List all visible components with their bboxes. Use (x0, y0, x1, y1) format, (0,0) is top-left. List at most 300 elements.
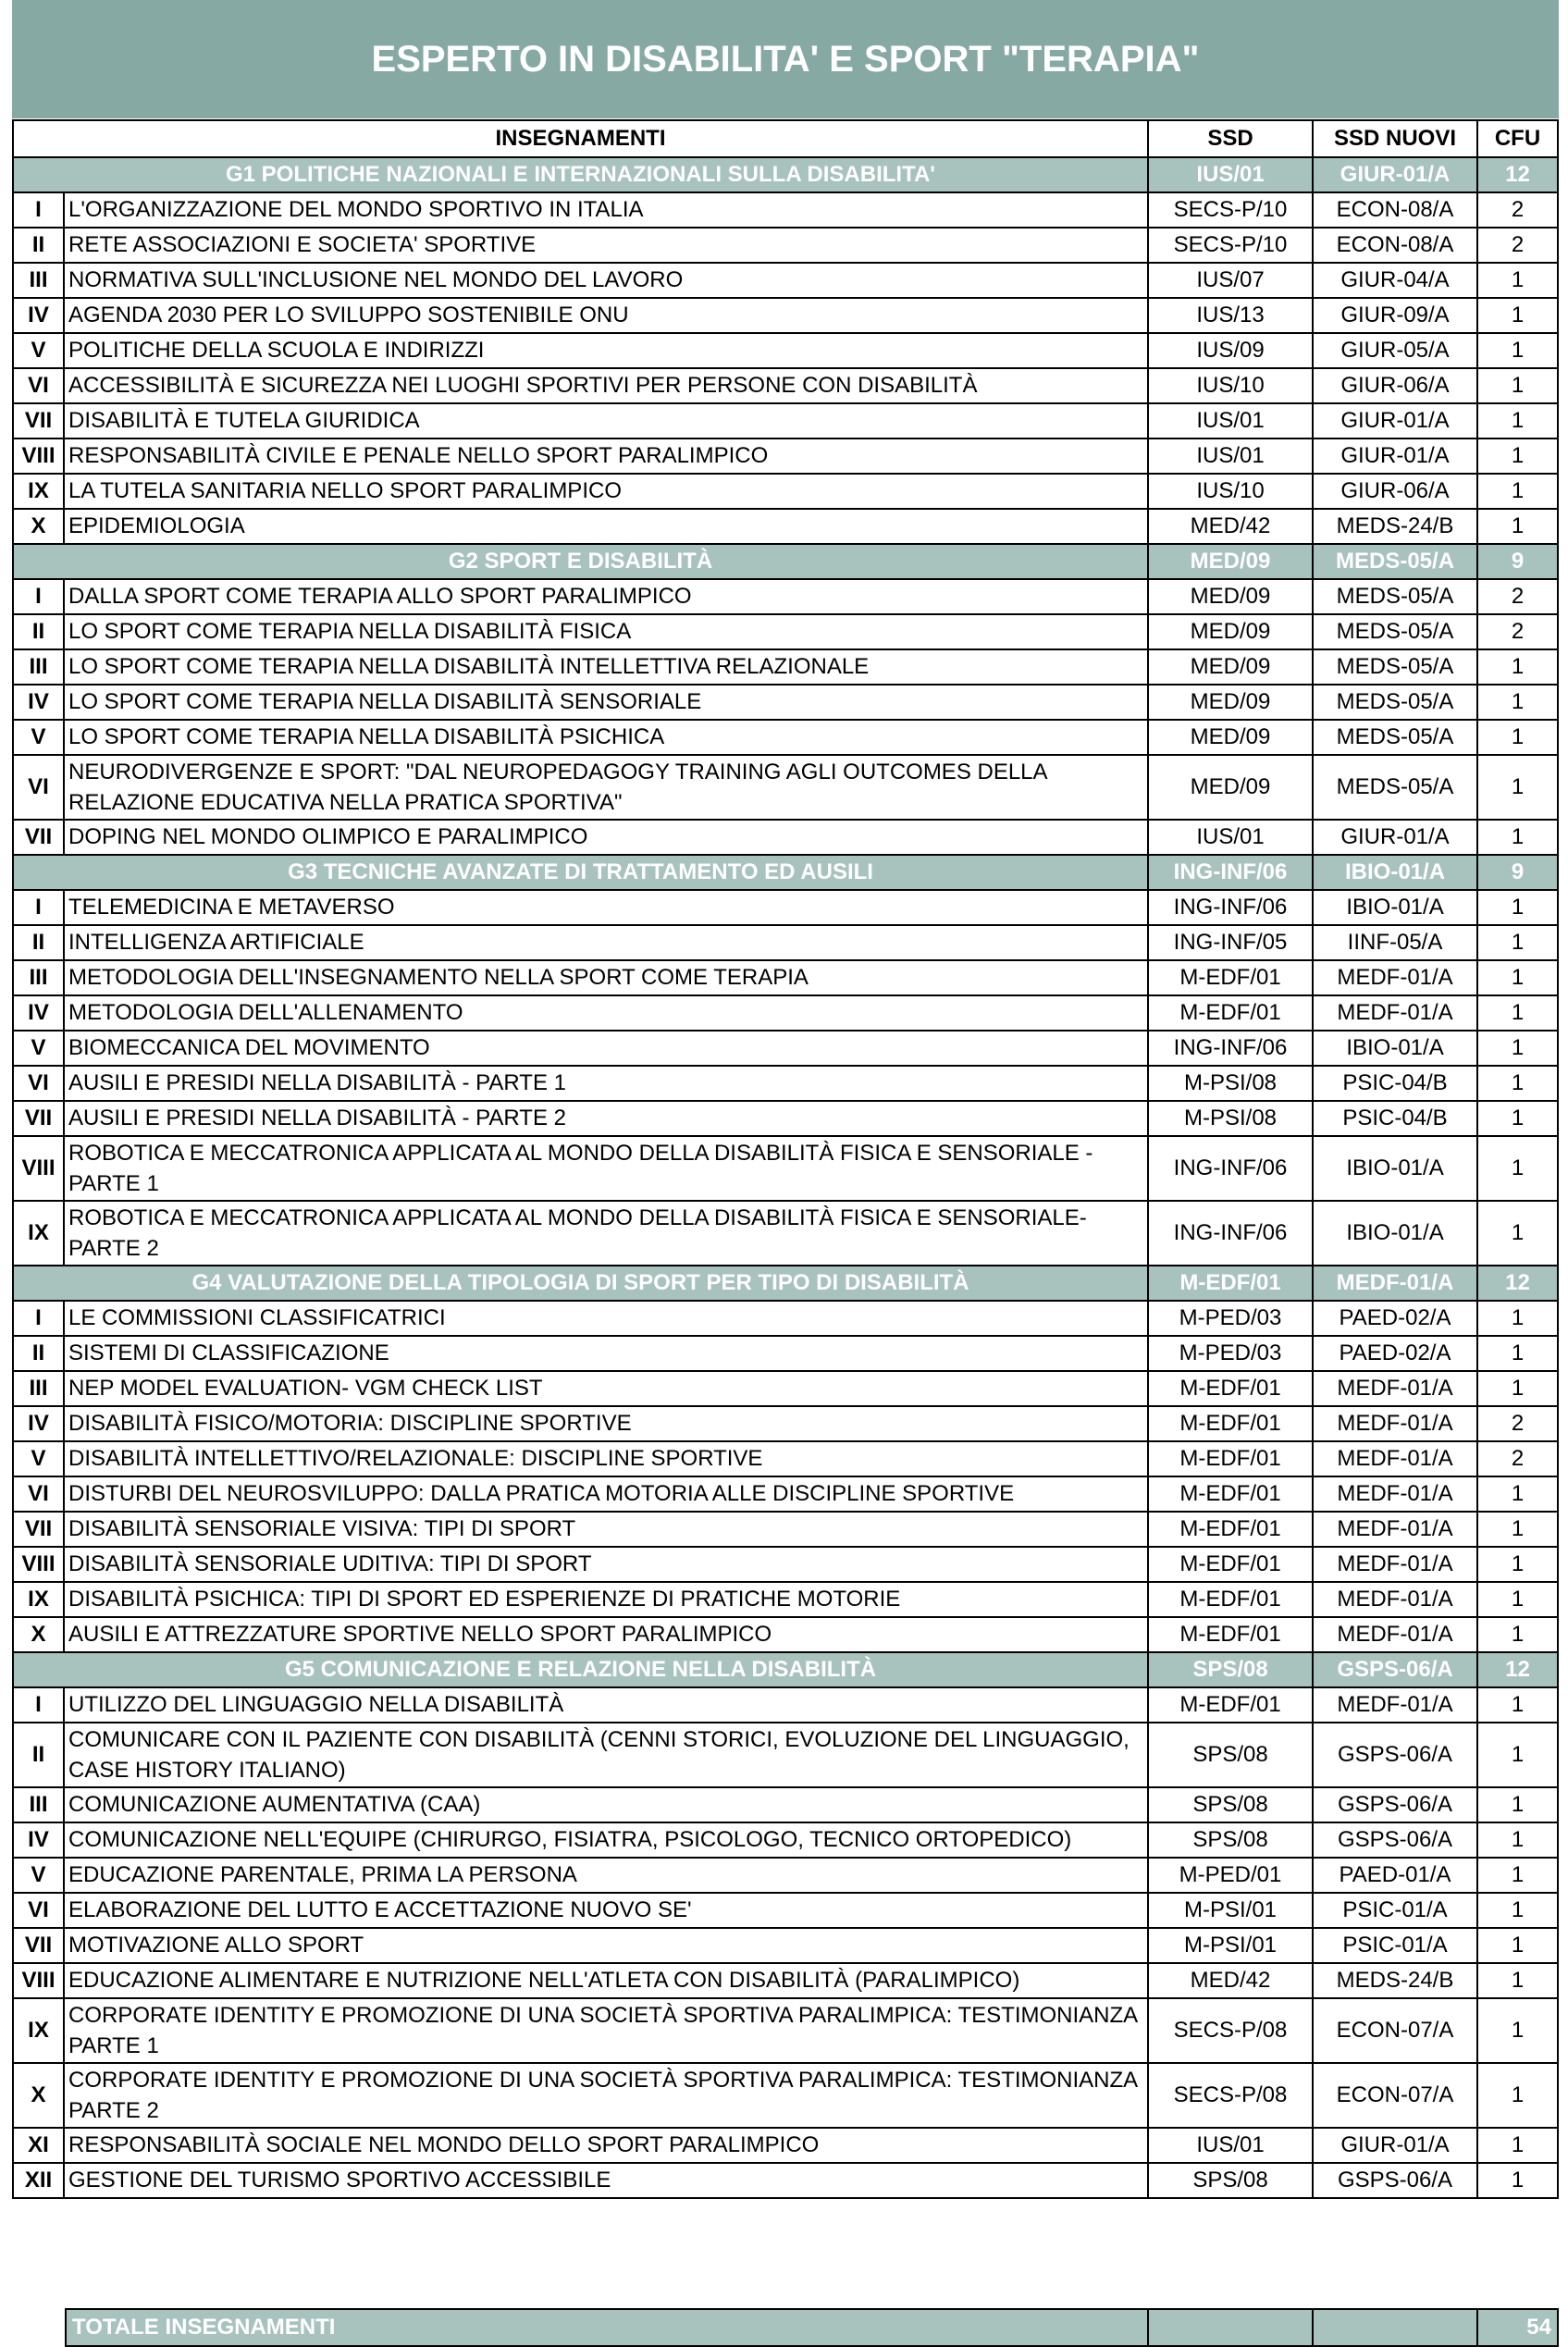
table-row (13, 960, 1558, 995)
course-ssd-new: MEDF-01/A (1313, 1547, 1477, 1582)
group-ssd-new: IBIO-01/A (1313, 855, 1477, 890)
course-title: METODOLOGIA DELL'ALLENAMENTO (64, 995, 1148, 1031)
row-number: V (13, 333, 64, 368)
course-ssd: M-PED/03 (1148, 1301, 1313, 1336)
table-row (13, 192, 1558, 228)
row-number: III (13, 960, 64, 995)
group-header-row (13, 157, 1558, 192)
row-number: VII (13, 1101, 64, 1136)
course-ssd: MED/09 (1148, 685, 1313, 720)
course-ssd-new: ECON-08/A (1313, 228, 1477, 263)
course-ssd-new: GIUR-01/A (1313, 2128, 1477, 2163)
course-cfu: 1 (1477, 1928, 1558, 1963)
course-title: TELEMEDICINA E METAVERSO (64, 890, 1148, 925)
row-number: III (13, 263, 64, 298)
course-title: LE COMMISSIONI CLASSIFICATRICI (64, 1301, 1148, 1336)
course-ssd-new: PSIC-01/A (1313, 1928, 1477, 1963)
total-ssd-cell (1148, 2309, 1313, 2346)
row-number: X (13, 509, 64, 544)
table-row (13, 1928, 1558, 1963)
course-ssd-new: GIUR-06/A (1313, 368, 1477, 403)
course-cfu: 1 (1477, 1476, 1558, 1512)
course-ssd-new: PSIC-04/B (1313, 1101, 1477, 1136)
group-title: G3 TECNICHE AVANZATE DI TRATTAMENTO ED AUSILI (13, 855, 1148, 890)
course-title: NEP MODEL EVALUATION- VGM CHECK LIST (64, 1371, 1148, 1406)
table-row (13, 333, 1558, 368)
row-number: IX (13, 1582, 64, 1617)
table-row (13, 1723, 1558, 1787)
group-ssd-new: MEDS-05/A (1313, 544, 1477, 579)
course-ssd-new: GSPS-06/A (1313, 1723, 1477, 1787)
course-ssd: SPS/08 (1148, 1723, 1313, 1787)
table-header-row (13, 120, 1558, 157)
table-row (13, 720, 1558, 755)
course-cfu: 2 (1477, 614, 1558, 649)
course-title: DOPING NEL MONDO OLIMPICO E PARALIMPICO (64, 820, 1148, 855)
table-row (13, 890, 1558, 925)
course-ssd-new: ECON-07/A (1313, 1998, 1477, 2063)
course-ssd: SECS-P/08 (1148, 2063, 1313, 2128)
course-title: BIOMECCANICA DEL MOVIMENTO (64, 1031, 1148, 1066)
course-cfu: 1 (1477, 1371, 1558, 1406)
course-title: DISABILITÀ FISICO/MOTORIA: DISCIPLINE SPORTIVE (64, 1406, 1148, 1441)
course-ssd-new: MEDF-01/A (1313, 1406, 1477, 1441)
total-label: TOTALE INSEGNAMENTI (66, 2309, 1148, 2346)
table-row (13, 1893, 1558, 1928)
course-cfu: 1 (1477, 2163, 1558, 2198)
course-ssd-new: ECON-07/A (1313, 2063, 1477, 2128)
row-number: IV (13, 995, 64, 1031)
course-title: ROBOTICA E MECCATRONICA APPLICATA AL MONDO DELLA DISABILITÀ FISICA E SENSORIALE - PARTE 1 (64, 1136, 1148, 1201)
course-cfu: 1 (1477, 1998, 1558, 2063)
course-ssd-new: GSPS-06/A (1313, 2163, 1477, 2198)
course-cfu: 1 (1477, 960, 1558, 995)
table-row (13, 649, 1558, 685)
table-row (13, 1476, 1558, 1512)
table-row (13, 263, 1558, 298)
course-ssd-new: IBIO-01/A (1313, 1201, 1477, 1266)
row-number: II (13, 1336, 64, 1371)
course-ssd: MED/09 (1148, 755, 1313, 820)
row-number: VI (13, 1066, 64, 1101)
group-title: G1 POLITICHE NAZIONALI E INTERNAZIONALI SULLA DISABILITA' (13, 157, 1148, 192)
course-cfu: 1 (1477, 263, 1558, 298)
row-number: XII (13, 2163, 64, 2198)
course-title: DISABILITÀ INTELLETTIVO/RELAZIONALE: DISCIPLINE SPORTIVE (64, 1441, 1148, 1476)
course-ssd: MED/42 (1148, 509, 1313, 544)
course-cfu: 1 (1477, 755, 1558, 820)
table-row (13, 1582, 1558, 1617)
table-row (13, 368, 1558, 403)
row-number: II (13, 1723, 64, 1787)
course-cfu: 2 (1477, 192, 1558, 228)
course-title: COMUNICARE CON IL PAZIENTE CON DISABILITÀ (CENNI STORICI, EVOLUZIONE DEL LINGUAGGIO, CASE HISTORY ITALIANO) (64, 1723, 1148, 1787)
course-cfu: 1 (1477, 1136, 1558, 1201)
table-row (13, 403, 1558, 439)
group-title: G5 COMUNICAZIONE E RELAZIONE NELLA DISABILITÀ (13, 1652, 1148, 1687)
group-cfu: 9 (1477, 544, 1558, 579)
table-row (13, 2063, 1558, 2128)
row-number: V (13, 1858, 64, 1893)
course-ssd: M-EDF/01 (1148, 1547, 1313, 1582)
course-ssd-new: PAED-02/A (1313, 1336, 1477, 1371)
table-row (13, 2128, 1558, 2163)
row-number: IV (13, 1406, 64, 1441)
course-cfu: 1 (1477, 333, 1558, 368)
course-ssd: M-PED/03 (1148, 1336, 1313, 1371)
course-cfu: 1 (1477, 1787, 1558, 1822)
course-ssd-new: GIUR-04/A (1313, 263, 1477, 298)
group-ssd: M-EDF/01 (1148, 1266, 1313, 1301)
group-header-row (13, 1266, 1558, 1301)
table-row (13, 1547, 1558, 1582)
row-number: III (13, 1371, 64, 1406)
course-ssd-new: MEDS-24/B (1313, 509, 1477, 544)
course-cfu: 1 (1477, 1822, 1558, 1858)
table-row (13, 995, 1558, 1031)
course-ssd-new: MEDS-05/A (1313, 579, 1477, 614)
row-number: II (13, 614, 64, 649)
group-cfu: 12 (1477, 1652, 1558, 1687)
course-ssd-new: MEDF-01/A (1313, 1371, 1477, 1406)
group-ssd: IUS/01 (1148, 157, 1313, 192)
course-title: NORMATIVA SULL'INCLUSIONE NEL MONDO DEL LAVORO (64, 263, 1148, 298)
course-title: CORPORATE IDENTITY E PROMOZIONE DI UNA SOCIETÀ SPORTIVA PARALIMPICA: TESTIMONIANZA PARTE 2 (64, 2063, 1148, 2128)
table-row (13, 1336, 1558, 1371)
course-ssd: M-EDF/01 (1148, 1476, 1313, 1512)
course-cfu: 1 (1477, 1301, 1558, 1336)
course-ssd: IUS/01 (1148, 2128, 1313, 2163)
course-title: DISTURBI DEL NEUROSVILUPPO: DALLA PRATICA MOTORIA ALLE DISCIPLINE SPORTIVE (64, 1476, 1148, 1512)
row-number: VII (13, 1928, 64, 1963)
group-cfu: 12 (1477, 157, 1558, 192)
course-title: POLITICHE DELLA SCUOLA E INDIRIZZI (64, 333, 1148, 368)
row-number: V (13, 720, 64, 755)
course-cfu: 1 (1477, 925, 1558, 960)
course-title: DISABILITÀ SENSORIALE VISIVA: TIPI DI SPORT (64, 1512, 1148, 1547)
course-ssd: MED/09 (1148, 579, 1313, 614)
course-title: UTILIZZO DEL LINGUAGGIO NELLA DISABILITÀ (64, 1687, 1148, 1723)
course-title: DISABILITÀ SENSORIALE UDITIVA: TIPI DI SPORT (64, 1547, 1148, 1582)
course-title: EPIDEMIOLOGIA (64, 509, 1148, 544)
course-cfu: 1 (1477, 1066, 1558, 1101)
row-number: I (13, 890, 64, 925)
table-row (13, 509, 1558, 544)
course-cfu: 1 (1477, 1101, 1558, 1136)
row-number: V (13, 1031, 64, 1066)
course-ssd-new: PAED-02/A (1313, 1301, 1477, 1336)
group-ssd: MED/09 (1148, 544, 1313, 579)
table-row (13, 1301, 1558, 1336)
row-number: IX (13, 1998, 64, 2063)
course-ssd-new: MEDS-24/B (1313, 1963, 1477, 1998)
course-title: NEURODIVERGENZE E SPORT: "DAL NEUROPEDAGOGY TRAINING AGLI OUTCOMES DELLA RELAZIONE EDUCATIVA NELLA PRATICA SPORTIVA" (64, 755, 1148, 820)
course-cfu: 1 (1477, 403, 1558, 439)
table-row (13, 1066, 1558, 1101)
course-cfu: 1 (1477, 298, 1558, 333)
course-title: INTELLIGENZA ARTIFICIALE (64, 925, 1148, 960)
row-number: VII (13, 1512, 64, 1547)
table-row (13, 685, 1558, 720)
course-ssd: M-EDF/01 (1148, 1582, 1313, 1617)
table-row (13, 1963, 1558, 1998)
course-cfu: 1 (1477, 509, 1558, 544)
course-ssd-new: MEDF-01/A (1313, 1512, 1477, 1547)
row-number: IV (13, 685, 64, 720)
total-cfu: 54 (1477, 2309, 1558, 2346)
table-row (13, 1031, 1558, 1066)
row-number: VIII (13, 1136, 64, 1201)
row-number: VII (13, 403, 64, 439)
course-ssd-new: MEDS-05/A (1313, 649, 1477, 685)
course-title: LO SPORT COME TERAPIA NELLA DISABILITÀ PSICHICA (64, 720, 1148, 755)
course-ssd: M-PSI/01 (1148, 1893, 1313, 1928)
course-cfu: 1 (1477, 1547, 1558, 1582)
table-row (13, 2163, 1558, 2198)
course-title: LO SPORT COME TERAPIA NELLA DISABILITÀ INTELLETTIVA RELAZIONALE (64, 649, 1148, 685)
course-cfu: 1 (1477, 439, 1558, 474)
course-cfu: 2 (1477, 228, 1558, 263)
course-ssd-new: GIUR-05/A (1313, 333, 1477, 368)
course-cfu: 1 (1477, 649, 1558, 685)
row-number: X (13, 2063, 64, 2128)
course-ssd: MED/09 (1148, 614, 1313, 649)
course-title: LA TUTELA SANITARIA NELLO SPORT PARALIMPICO (64, 474, 1148, 509)
course-ssd: ING-INF/05 (1148, 925, 1313, 960)
course-ssd-new: MEDF-01/A (1313, 1582, 1477, 1617)
total-ssd-new-cell (1313, 2309, 1477, 2346)
row-number: I (13, 192, 64, 228)
course-title: DISABILITÀ PSICHICA: TIPI DI SPORT ED ESPERIENZE DI PRATICHE MOTORIE (64, 1582, 1148, 1617)
group-title: G2 SPORT E DISABILITÀ (13, 544, 1148, 579)
course-title: METODOLOGIA DELL'INSEGNAMENTO NELLA SPORT COME TERAPIA (64, 960, 1148, 995)
table-row (13, 1441, 1558, 1476)
table-row (13, 925, 1558, 960)
row-number: I (13, 1687, 64, 1723)
row-number: I (13, 1301, 64, 1336)
course-cfu: 1 (1477, 474, 1558, 509)
table-row (13, 1406, 1558, 1441)
course-title: LO SPORT COME TERAPIA NELLA DISABILITÀ FISICA (64, 614, 1148, 649)
course-ssd-new: MEDS-05/A (1313, 685, 1477, 720)
course-title: EDUCAZIONE PARENTALE, PRIMA LA PERSONA (64, 1858, 1148, 1893)
course-ssd: M-EDF/01 (1148, 1512, 1313, 1547)
course-title: DALLA SPORT COME TERAPIA ALLO SPORT PARALIMPICO (64, 579, 1148, 614)
course-ssd-new: PAED-01/A (1313, 1858, 1477, 1893)
group-title: G4 VALUTAZIONE DELLA TIPOLOGIA DI SPORT PER TIPO DI DISABILITÀ (13, 1266, 1148, 1301)
course-cfu: 1 (1477, 1582, 1558, 1617)
table-row (13, 1101, 1558, 1136)
course-ssd-new: MEDS-05/A (1313, 614, 1477, 649)
course-ssd-new: MEDF-01/A (1313, 1476, 1477, 1512)
course-ssd: M-EDF/01 (1148, 1371, 1313, 1406)
course-ssd-new: IBIO-01/A (1313, 1031, 1477, 1066)
course-ssd-new: GIUR-01/A (1313, 403, 1477, 439)
group-header-row (13, 544, 1558, 579)
header-ssd: SSD (1148, 120, 1313, 157)
course-title: COMUNICAZIONE NELL'EQUIPE (CHIRURGO, FISIATRA, PSICOLOGO, TECNICO ORTOPEDICO) (64, 1822, 1148, 1858)
group-header-row (13, 1652, 1558, 1687)
course-cfu: 1 (1477, 1723, 1558, 1787)
row-number: IX (13, 1201, 64, 1266)
course-ssd-new: GIUR-01/A (1313, 820, 1477, 855)
table-row (13, 1371, 1558, 1406)
row-number: IV (13, 298, 64, 333)
group-ssd-new: MEDF-01/A (1313, 1266, 1477, 1301)
table-row (13, 1998, 1558, 2063)
course-title: AUSILI E ATTREZZATURE SPORTIVE NELLO SPORT PARALIMPICO (64, 1617, 1148, 1652)
course-ssd-new: MEDF-01/A (1313, 995, 1477, 1031)
course-cfu: 1 (1477, 1201, 1558, 1266)
course-cfu: 1 (1477, 890, 1558, 925)
course-ssd: ING-INF/06 (1148, 1136, 1313, 1201)
row-number: II (13, 925, 64, 960)
course-cfu: 1 (1477, 1858, 1558, 1893)
course-ssd-new: GSPS-06/A (1313, 1787, 1477, 1822)
table-row (13, 579, 1558, 614)
course-ssd-new: PSIC-01/A (1313, 1893, 1477, 1928)
course-title: RESPONSABILITÀ CIVILE E PENALE NELLO SPORT PARALIMPICO (64, 439, 1148, 474)
table-row (13, 755, 1558, 820)
course-ssd: MED/09 (1148, 720, 1313, 755)
table-row (13, 1617, 1558, 1652)
course-ssd: IUS/10 (1148, 368, 1313, 403)
group-cfu: 9 (1477, 855, 1558, 890)
course-cfu: 1 (1477, 1512, 1558, 1547)
row-number: VIII (13, 1547, 64, 1582)
course-ssd: ING-INF/06 (1148, 1031, 1313, 1066)
row-number: I (13, 579, 64, 614)
course-ssd: SECS-P/08 (1148, 1998, 1313, 2063)
row-number: XI (13, 2128, 64, 2163)
course-title: AGENDA 2030 PER LO SVILUPPO SOSTENIBILE ONU (64, 298, 1148, 333)
course-cfu: 1 (1477, 685, 1558, 720)
row-number: VI (13, 1893, 64, 1928)
total-table (65, 2308, 1559, 2347)
course-ssd-new: MEDS-05/A (1313, 755, 1477, 820)
course-ssd: SPS/08 (1148, 1822, 1313, 1858)
course-cfu: 1 (1477, 2128, 1558, 2163)
course-cfu: 1 (1477, 2063, 1558, 2128)
header-cfu: CFU (1477, 120, 1558, 157)
table-row (13, 298, 1558, 333)
course-title: ACCESSIBILITÀ E SICUREZZA NEI LUOGHI SPORTIVI PER PERSONE CON DISABILITÀ (64, 368, 1148, 403)
row-number: VII (13, 820, 64, 855)
course-ssd-new: IBIO-01/A (1313, 1136, 1477, 1201)
group-ssd: SPS/08 (1148, 1652, 1313, 1687)
table-row (13, 228, 1558, 263)
course-cfu: 1 (1477, 995, 1558, 1031)
course-title: RESPONSABILITÀ SOCIALE NEL MONDO DELLO SPORT PARALIMPICO (64, 2128, 1148, 2163)
course-ssd-new: GIUR-01/A (1313, 439, 1477, 474)
course-ssd-new: IBIO-01/A (1313, 890, 1477, 925)
course-cfu: 1 (1477, 1617, 1558, 1652)
row-number: V (13, 1441, 64, 1476)
group-header-row (13, 855, 1558, 890)
row-number: X (13, 1617, 64, 1652)
course-title: LO SPORT COME TERAPIA NELLA DISABILITÀ SENSORIALE (64, 685, 1148, 720)
course-title: ELABORAZIONE DEL LUTTO E ACCETTAZIONE NUOVO SE' (64, 1893, 1148, 1928)
course-ssd: IUS/07 (1148, 263, 1313, 298)
table-row (13, 1201, 1558, 1266)
table-row (13, 1136, 1558, 1201)
table-row (13, 1858, 1558, 1893)
course-title: AUSILI E PRESIDI NELLA DISABILITÀ - PARTE 1 (64, 1066, 1148, 1101)
course-ssd: IUS/13 (1148, 298, 1313, 333)
header-ssd-new: SSD NUOVI (1313, 120, 1477, 157)
course-ssd-new: IINF-05/A (1313, 925, 1477, 960)
course-title: RETE ASSOCIAZIONI E SOCIETA' SPORTIVE (64, 228, 1148, 263)
course-ssd: M-EDF/01 (1148, 995, 1313, 1031)
row-number: VI (13, 368, 64, 403)
group-cfu: 12 (1477, 1266, 1558, 1301)
table-row (13, 820, 1558, 855)
course-ssd: IUS/10 (1148, 474, 1313, 509)
course-ssd: SPS/08 (1148, 1787, 1313, 1822)
course-ssd: M-EDF/01 (1148, 960, 1313, 995)
course-ssd: IUS/01 (1148, 439, 1313, 474)
table-row (13, 1787, 1558, 1822)
course-ssd: ING-INF/06 (1148, 1201, 1313, 1266)
table-row (13, 1687, 1558, 1723)
course-ssd: M-EDF/01 (1148, 1617, 1313, 1652)
total-row (66, 2309, 1558, 2346)
course-ssd-new: PSIC-04/B (1313, 1066, 1477, 1101)
course-title: GESTIONE DEL TURISMO SPORTIVO ACCESSIBILE (64, 2163, 1148, 2198)
course-cfu: 1 (1477, 368, 1558, 403)
course-title: COMUNICAZIONE AUMENTATIVA (CAA) (64, 1787, 1148, 1822)
course-ssd: M-PSI/01 (1148, 1928, 1313, 1963)
row-number: III (13, 1787, 64, 1822)
course-ssd-new: MEDF-01/A (1313, 1617, 1477, 1652)
table-body (13, 157, 1558, 2198)
course-cfu: 1 (1477, 720, 1558, 755)
row-number: III (13, 649, 64, 685)
table-row (13, 439, 1558, 474)
row-number: IV (13, 1822, 64, 1858)
course-cfu: 1 (1477, 1336, 1558, 1371)
course-ssd-new: MEDF-01/A (1313, 960, 1477, 995)
course-ssd: M-EDF/01 (1148, 1406, 1313, 1441)
course-ssd-new: GIUR-06/A (1313, 474, 1477, 509)
course-ssd-new: GIUR-09/A (1313, 298, 1477, 333)
header-courses: INSEGNAMENTI (13, 120, 1148, 157)
row-number: II (13, 228, 64, 263)
course-ssd: IUS/09 (1148, 333, 1313, 368)
course-ssd: MED/42 (1148, 1963, 1313, 1998)
table-row (13, 614, 1558, 649)
course-ssd: M-PSI/08 (1148, 1066, 1313, 1101)
course-title: L'ORGANIZZAZIONE DEL MONDO SPORTIVO IN ITALIA (64, 192, 1148, 228)
course-cfu: 2 (1477, 579, 1558, 614)
course-ssd: SPS/08 (1148, 2163, 1313, 2198)
row-number: VIII (13, 439, 64, 474)
row-number: IX (13, 474, 64, 509)
row-number: VIII (13, 1963, 64, 1998)
course-cfu: 1 (1477, 1963, 1558, 1998)
table-row (13, 1822, 1558, 1858)
course-ssd: SECS-P/10 (1148, 192, 1313, 228)
courses-table (12, 119, 1559, 2199)
course-title: CORPORATE IDENTITY E PROMOZIONE DI UNA SOCIETÀ SPORTIVA PARALIMPICA: TESTIMONIANZA PARTE 1 (64, 1998, 1148, 2063)
page-title: ESPERTO IN DISABILITA' E SPORT "TERAPIA" (12, 0, 1559, 118)
course-ssd: IUS/01 (1148, 820, 1313, 855)
course-ssd: M-EDF/01 (1148, 1441, 1313, 1476)
course-cfu: 1 (1477, 1687, 1558, 1723)
course-cfu: 1 (1477, 1893, 1558, 1928)
course-ssd: M-EDF/01 (1148, 1687, 1313, 1723)
table-row (13, 1512, 1558, 1547)
